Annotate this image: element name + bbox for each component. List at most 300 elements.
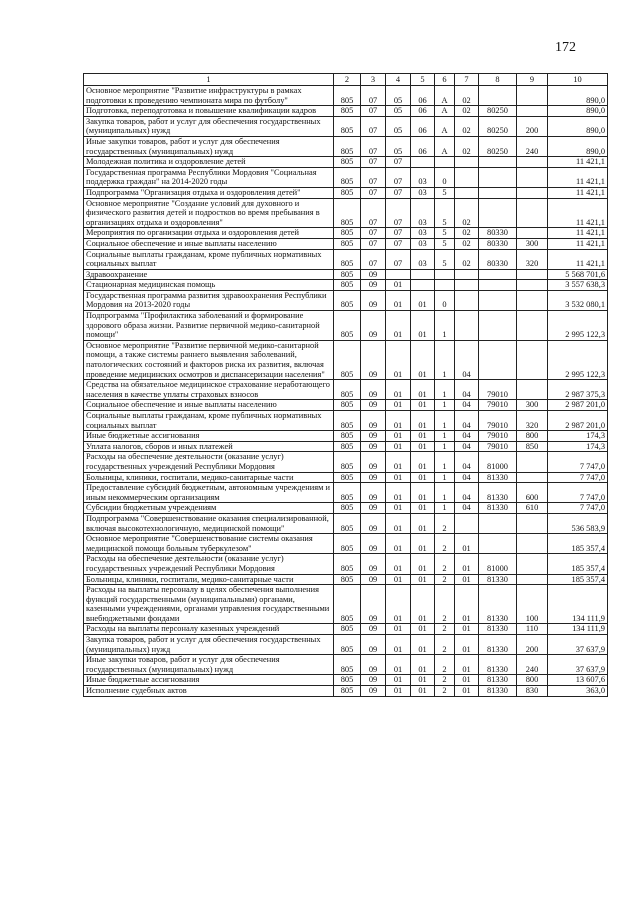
code-cell: 2 — [435, 513, 455, 533]
code-cell: 805 — [334, 655, 361, 675]
code-cell: 81000 — [479, 554, 517, 574]
amount-cell: 134 111,9 — [548, 585, 608, 624]
expense-name-cell: Предоставление субсидий бюджетным, автономным учреждениям и иным некоммерческим организациям — [84, 483, 334, 503]
amount-cell: 174,3 — [548, 441, 608, 452]
code-cell: 805 — [334, 198, 361, 228]
expense-name-cell: Иные закупки товаров, работ и услуг для обеспечения государственных (муниципальных) нужд — [84, 136, 334, 156]
code-cell: 09 — [361, 686, 386, 697]
table-row — [84, 411, 608, 431]
code-cell: 805 — [334, 534, 361, 554]
code-cell: 805 — [334, 280, 361, 291]
amount-cell: 11 421,1 — [548, 157, 608, 168]
amount-cell: 11 421,1 — [548, 187, 608, 198]
code-cell: 01 — [411, 585, 435, 624]
code-cell — [386, 269, 411, 280]
code-cell: 2 — [435, 686, 455, 697]
table-row — [84, 400, 608, 411]
code-cell: 06 — [411, 106, 435, 117]
code-cell: 600 — [517, 483, 548, 503]
code-cell: 79010 — [479, 400, 517, 411]
code-cell: 04 — [455, 340, 479, 379]
code-cell: 01 — [386, 311, 411, 341]
table-row — [84, 86, 608, 106]
code-cell — [517, 106, 548, 117]
expense-name-cell: Основное мероприятие "Развитие первичной медико-санитарной помощи, а также системы раннего выявления заболеваний, патологических состояний и факторов риска их развития, включая проведение медицинских осмотров и диспансеризации населения" — [84, 340, 334, 379]
amount-cell: 890,0 — [548, 86, 608, 106]
code-cell: 2 — [435, 635, 455, 655]
code-cell: 805 — [334, 238, 361, 249]
code-cell: 81330 — [479, 655, 517, 675]
code-cell: 01 — [386, 340, 411, 379]
code-cell: 09 — [361, 400, 386, 411]
code-cell — [455, 280, 479, 291]
expense-name-cell: Субсидии бюджетным учреждениям — [84, 503, 334, 514]
expense-name-cell: Закупка товаров, работ и услуг для обеспечения государственных (муниципальных) нужд — [84, 635, 334, 655]
code-cell — [479, 311, 517, 341]
code-cell: 07 — [361, 136, 386, 156]
table-row — [84, 513, 608, 533]
expense-name-cell: Расходы на обеспечение деятельности (оказание услуг) государственных учреждений Республики Мордовия — [84, 452, 334, 472]
code-cell: 79010 — [479, 411, 517, 431]
column-header: 2 — [334, 74, 361, 86]
code-cell: 01 — [411, 574, 435, 585]
code-cell — [517, 380, 548, 400]
amount-cell: 536 583,9 — [548, 513, 608, 533]
code-cell: 07 — [361, 187, 386, 198]
code-cell — [455, 157, 479, 168]
table-row — [84, 574, 608, 585]
code-cell — [455, 167, 479, 187]
table-row — [84, 116, 608, 136]
expense-name-cell: Иные закупки товаров, работ и услуг для обеспечения государственных (муниципальных) нужд — [84, 655, 334, 675]
code-cell: 01 — [411, 311, 435, 341]
code-cell: 81000 — [479, 452, 517, 472]
expense-name-cell: Расходы на выплаты персоналу в целях обеспечения выполнения функций государственными (муниципальными) органами, казенными учреждениями, органами управления государственными внебюджетными фондами — [84, 585, 334, 624]
code-cell: 07 — [386, 228, 411, 239]
code-cell — [517, 157, 548, 168]
code-cell: 05 — [386, 86, 411, 106]
code-cell — [479, 534, 517, 554]
code-cell: 01 — [386, 411, 411, 431]
amount-cell: 890,0 — [548, 136, 608, 156]
code-cell: 07 — [361, 106, 386, 117]
column-header: 1 — [84, 74, 334, 86]
code-cell: 04 — [455, 380, 479, 400]
table-row — [84, 280, 608, 291]
amount-cell: 2 995 122,3 — [548, 340, 608, 379]
expense-name-cell: Молодежная политика и оздоровление детей — [84, 157, 334, 168]
table-row — [84, 249, 608, 269]
amount-cell: 37 637,9 — [548, 635, 608, 655]
code-cell: 04 — [455, 441, 479, 452]
code-cell: 79010 — [479, 441, 517, 452]
code-cell — [479, 513, 517, 533]
code-cell: 805 — [334, 290, 361, 310]
code-cell: 01 — [386, 452, 411, 472]
code-cell — [435, 280, 455, 291]
code-cell: 01 — [386, 534, 411, 554]
expense-name-cell: Расходы на выплаты персоналу казенных учреждений — [84, 624, 334, 635]
code-cell: А — [435, 86, 455, 106]
amount-cell: 13 607,6 — [548, 675, 608, 686]
code-cell: 805 — [334, 311, 361, 341]
code-cell — [455, 513, 479, 533]
code-cell: 805 — [334, 106, 361, 117]
code-cell: 07 — [361, 86, 386, 106]
table-row — [84, 503, 608, 514]
code-cell: А — [435, 116, 455, 136]
table-row — [84, 635, 608, 655]
header-row — [84, 74, 608, 86]
code-cell: 09 — [361, 411, 386, 431]
table-row — [84, 238, 608, 249]
amount-cell: 363,0 — [548, 686, 608, 697]
code-cell: 1 — [435, 311, 455, 341]
code-cell: 805 — [334, 136, 361, 156]
code-cell: 09 — [361, 534, 386, 554]
code-cell: 805 — [334, 380, 361, 400]
code-cell: 240 — [517, 655, 548, 675]
code-cell: 07 — [386, 167, 411, 187]
code-cell — [479, 269, 517, 280]
code-cell: 5 — [435, 228, 455, 239]
code-cell: 805 — [334, 431, 361, 442]
code-cell: 01 — [386, 655, 411, 675]
code-cell: 09 — [361, 340, 386, 379]
code-cell: 01 — [411, 554, 435, 574]
code-cell — [455, 269, 479, 280]
table-row — [84, 655, 608, 675]
code-cell: 5 — [435, 187, 455, 198]
expense-name-cell: Подпрограмма "Профилактика заболеваний и формирование здорового образа жизни. Развитие первичной медико-санитарной помощи" — [84, 311, 334, 341]
code-cell: 01 — [411, 400, 435, 411]
code-cell: 01 — [386, 635, 411, 655]
expense-name-cell: Социальные выплаты гражданам, кроме публичных нормативных социальных выплат — [84, 249, 334, 269]
code-cell: 07 — [361, 249, 386, 269]
code-cell: 80250 — [479, 136, 517, 156]
code-cell — [479, 167, 517, 187]
code-cell: 81330 — [479, 585, 517, 624]
code-cell: 2 — [435, 585, 455, 624]
table-row — [84, 554, 608, 574]
code-cell: 805 — [334, 554, 361, 574]
code-cell: 01 — [411, 431, 435, 442]
code-cell: 09 — [361, 441, 386, 452]
code-cell — [411, 280, 435, 291]
code-cell — [455, 187, 479, 198]
code-cell — [517, 86, 548, 106]
code-cell: 01 — [455, 585, 479, 624]
code-cell — [517, 452, 548, 472]
code-cell: 09 — [361, 624, 386, 635]
code-cell: А — [435, 106, 455, 117]
code-cell: 09 — [361, 380, 386, 400]
code-cell: 09 — [361, 431, 386, 442]
code-cell: 04 — [455, 431, 479, 442]
code-cell — [479, 198, 517, 228]
code-cell: 5 — [435, 238, 455, 249]
code-cell: 805 — [334, 452, 361, 472]
code-cell — [517, 534, 548, 554]
code-cell: 200 — [517, 635, 548, 655]
code-cell: 800 — [517, 675, 548, 686]
code-cell: 04 — [455, 503, 479, 514]
code-cell: 80250 — [479, 106, 517, 117]
code-cell: 01 — [386, 686, 411, 697]
expense-name-cell: Основное мероприятие "Совершенствование системы оказания медицинской помощи больным туберкулезом" — [84, 534, 334, 554]
code-cell: 01 — [411, 380, 435, 400]
column-header: 10 — [548, 74, 608, 86]
expense-name-cell: Мероприятия по организации отдыха и оздоровления детей — [84, 228, 334, 239]
expense-name-cell: Подпрограмма "Организация отдыха и оздоровления детей" — [84, 187, 334, 198]
code-cell: 07 — [361, 167, 386, 187]
code-cell: 79010 — [479, 431, 517, 442]
code-cell — [517, 167, 548, 187]
code-cell: 02 — [455, 86, 479, 106]
code-cell: 02 — [455, 198, 479, 228]
code-cell: 01 — [411, 675, 435, 686]
code-cell: 01 — [455, 675, 479, 686]
amount-cell: 185 357,4 — [548, 554, 608, 574]
code-cell — [479, 340, 517, 379]
amount-cell: 174,3 — [548, 431, 608, 442]
amount-cell: 890,0 — [548, 116, 608, 136]
expense-name-cell: Уплата налогов, сборов и иных платежей — [84, 441, 334, 452]
code-cell — [517, 290, 548, 310]
code-cell: 03 — [411, 167, 435, 187]
table-row — [84, 311, 608, 341]
amount-cell: 3 557 638,3 — [548, 280, 608, 291]
code-cell: 01 — [411, 686, 435, 697]
expense-name-cell: Социальное обеспечение и иные выплаты населению — [84, 400, 334, 411]
code-cell: 01 — [411, 340, 435, 379]
code-cell — [517, 554, 548, 574]
amount-cell: 11 421,1 — [548, 167, 608, 187]
code-cell: 02 — [455, 116, 479, 136]
budget-table — [83, 73, 608, 697]
code-cell: 240 — [517, 136, 548, 156]
code-cell: 2 — [435, 624, 455, 635]
code-cell: 07 — [361, 238, 386, 249]
code-cell: 1 — [435, 340, 455, 379]
code-cell: 04 — [455, 472, 479, 483]
code-cell: 01 — [386, 624, 411, 635]
code-cell: 805 — [334, 635, 361, 655]
code-cell — [517, 187, 548, 198]
code-cell: 04 — [455, 411, 479, 431]
code-cell: 01 — [386, 280, 411, 291]
code-cell: 02 — [455, 136, 479, 156]
amount-cell: 2 995 122,3 — [548, 311, 608, 341]
code-cell: 01 — [386, 483, 411, 503]
code-cell: 02 — [455, 249, 479, 269]
code-cell — [517, 311, 548, 341]
amount-cell: 11 421,1 — [548, 249, 608, 269]
code-cell: 2 — [435, 534, 455, 554]
code-cell: 01 — [411, 472, 435, 483]
code-cell: 01 — [386, 574, 411, 585]
code-cell: 09 — [361, 585, 386, 624]
code-cell: 01 — [411, 513, 435, 533]
code-cell: 80330 — [479, 238, 517, 249]
table-row — [84, 106, 608, 117]
code-cell: 805 — [334, 411, 361, 431]
column-header: 5 — [411, 74, 435, 86]
code-cell: 81330 — [479, 686, 517, 697]
table-row — [84, 452, 608, 472]
code-cell — [479, 280, 517, 291]
amount-cell: 2 987 201,0 — [548, 400, 608, 411]
code-cell: 300 — [517, 238, 548, 249]
code-cell: 805 — [334, 167, 361, 187]
code-cell: 80330 — [479, 228, 517, 239]
code-cell — [517, 269, 548, 280]
code-cell: 805 — [334, 574, 361, 585]
code-cell: 01 — [411, 411, 435, 431]
code-cell: 03 — [411, 249, 435, 269]
code-cell: 01 — [455, 635, 479, 655]
expense-name-cell: Расходы на обеспечение деятельности (оказание услуг) государственных учреждений Республики Мордовия — [84, 554, 334, 574]
code-cell: 05 — [386, 136, 411, 156]
table-row — [84, 534, 608, 554]
code-cell: 07 — [386, 157, 411, 168]
amount-cell: 185 357,4 — [548, 534, 608, 554]
code-cell: 07 — [361, 157, 386, 168]
table-row — [84, 167, 608, 187]
page-number: 172 — [555, 40, 576, 55]
code-cell: 03 — [411, 187, 435, 198]
code-cell: 805 — [334, 624, 361, 635]
code-cell — [517, 228, 548, 239]
code-cell: 81330 — [479, 483, 517, 503]
code-cell: 805 — [334, 400, 361, 411]
code-cell — [435, 269, 455, 280]
code-cell: 300 — [517, 400, 548, 411]
code-cell: 07 — [386, 249, 411, 269]
code-cell: 09 — [361, 513, 386, 533]
code-cell — [479, 290, 517, 310]
code-cell — [517, 198, 548, 228]
code-cell: 06 — [411, 86, 435, 106]
code-cell: 02 — [455, 238, 479, 249]
code-cell: 1 — [435, 380, 455, 400]
code-cell: 09 — [361, 655, 386, 675]
amount-cell: 2 987 201,0 — [548, 411, 608, 431]
expense-name-cell: Иные бюджетные ассигнования — [84, 431, 334, 442]
code-cell: 1 — [435, 411, 455, 431]
code-cell: 100 — [517, 585, 548, 624]
code-cell: 1 — [435, 503, 455, 514]
column-header: 9 — [517, 74, 548, 86]
expense-name-cell: Больницы, клиники, госпитали, медико-санитарные части — [84, 472, 334, 483]
code-cell: 610 — [517, 503, 548, 514]
code-cell: 2 — [435, 655, 455, 675]
amount-cell: 7 747,0 — [548, 472, 608, 483]
code-cell: 01 — [386, 585, 411, 624]
table-body — [84, 86, 608, 697]
code-cell: 5 — [435, 249, 455, 269]
amount-cell: 890,0 — [548, 106, 608, 117]
expense-name-cell: Государственная программа Республики Мордовия "Социальная поддержка граждан" на 2014-2020 годы — [84, 167, 334, 187]
code-cell: 805 — [334, 503, 361, 514]
code-cell: 80330 — [479, 249, 517, 269]
code-cell: 850 — [517, 441, 548, 452]
code-cell: 01 — [386, 472, 411, 483]
code-cell — [479, 187, 517, 198]
code-cell: 06 — [411, 136, 435, 156]
table-row — [84, 483, 608, 503]
code-cell: 1 — [435, 441, 455, 452]
table-row — [84, 585, 608, 624]
code-cell: 09 — [361, 554, 386, 574]
code-cell: 01 — [411, 624, 435, 635]
table-row — [84, 157, 608, 168]
expense-name-cell: Подготовка, переподготовка и повышение квалификации кадров — [84, 106, 334, 117]
code-cell — [517, 513, 548, 533]
code-cell: 805 — [334, 675, 361, 686]
code-cell: 81330 — [479, 624, 517, 635]
code-cell: 2 — [435, 574, 455, 585]
code-cell: 805 — [334, 472, 361, 483]
expense-name-cell: Подпрограмма "Совершенствование оказания специализированной, включая высокотехнологичную, медицинской помощи" — [84, 513, 334, 533]
code-cell — [517, 340, 548, 379]
code-cell: 01 — [411, 483, 435, 503]
table-row — [84, 136, 608, 156]
expense-name-cell: Здравоохранение — [84, 269, 334, 280]
amount-cell: 7 747,0 — [548, 483, 608, 503]
expense-name-cell: Социальное обеспечение и иные выплаты населению — [84, 238, 334, 249]
code-cell: 01 — [411, 635, 435, 655]
table-row — [84, 228, 608, 239]
code-cell — [435, 157, 455, 168]
code-cell: 07 — [361, 116, 386, 136]
code-cell: 01 — [455, 686, 479, 697]
column-header: 3 — [361, 74, 386, 86]
column-header: 7 — [455, 74, 479, 86]
code-cell: 80250 — [479, 116, 517, 136]
code-cell: 2 — [435, 675, 455, 686]
code-cell: 07 — [386, 198, 411, 228]
code-cell: 09 — [361, 311, 386, 341]
expense-name-cell: Социальные выплаты гражданам, кроме публичных нормативных социальных выплат — [84, 411, 334, 431]
expense-name-cell: Закупка товаров, работ и услуг для обеспечения государственных (муниципальных) нужд — [84, 116, 334, 136]
code-cell: 01 — [411, 534, 435, 554]
code-cell: 09 — [361, 483, 386, 503]
code-cell: 01 — [386, 290, 411, 310]
code-cell: 81330 — [479, 635, 517, 655]
code-cell: 805 — [334, 686, 361, 697]
code-cell: 805 — [334, 483, 361, 503]
code-cell: 01 — [411, 290, 435, 310]
code-cell: 0 — [435, 167, 455, 187]
code-cell: 805 — [334, 86, 361, 106]
code-cell: 07 — [361, 198, 386, 228]
table-row — [84, 686, 608, 697]
expense-name-cell: Стационарная медицинская помощь — [84, 280, 334, 291]
code-cell: 02 — [455, 228, 479, 239]
code-cell: 01 — [411, 655, 435, 675]
code-cell — [479, 86, 517, 106]
code-cell: 07 — [386, 187, 411, 198]
code-cell: 1 — [435, 483, 455, 503]
amount-cell: 11 421,1 — [548, 238, 608, 249]
code-cell — [411, 157, 435, 168]
expense-name-cell: Государственная программа развития здравоохранения Республики Мордовия на 2013-2020 годы — [84, 290, 334, 310]
code-cell: 09 — [361, 635, 386, 655]
code-cell — [517, 280, 548, 291]
expense-name-cell: Исполнение судебных актов — [84, 686, 334, 697]
code-cell: 01 — [386, 441, 411, 452]
